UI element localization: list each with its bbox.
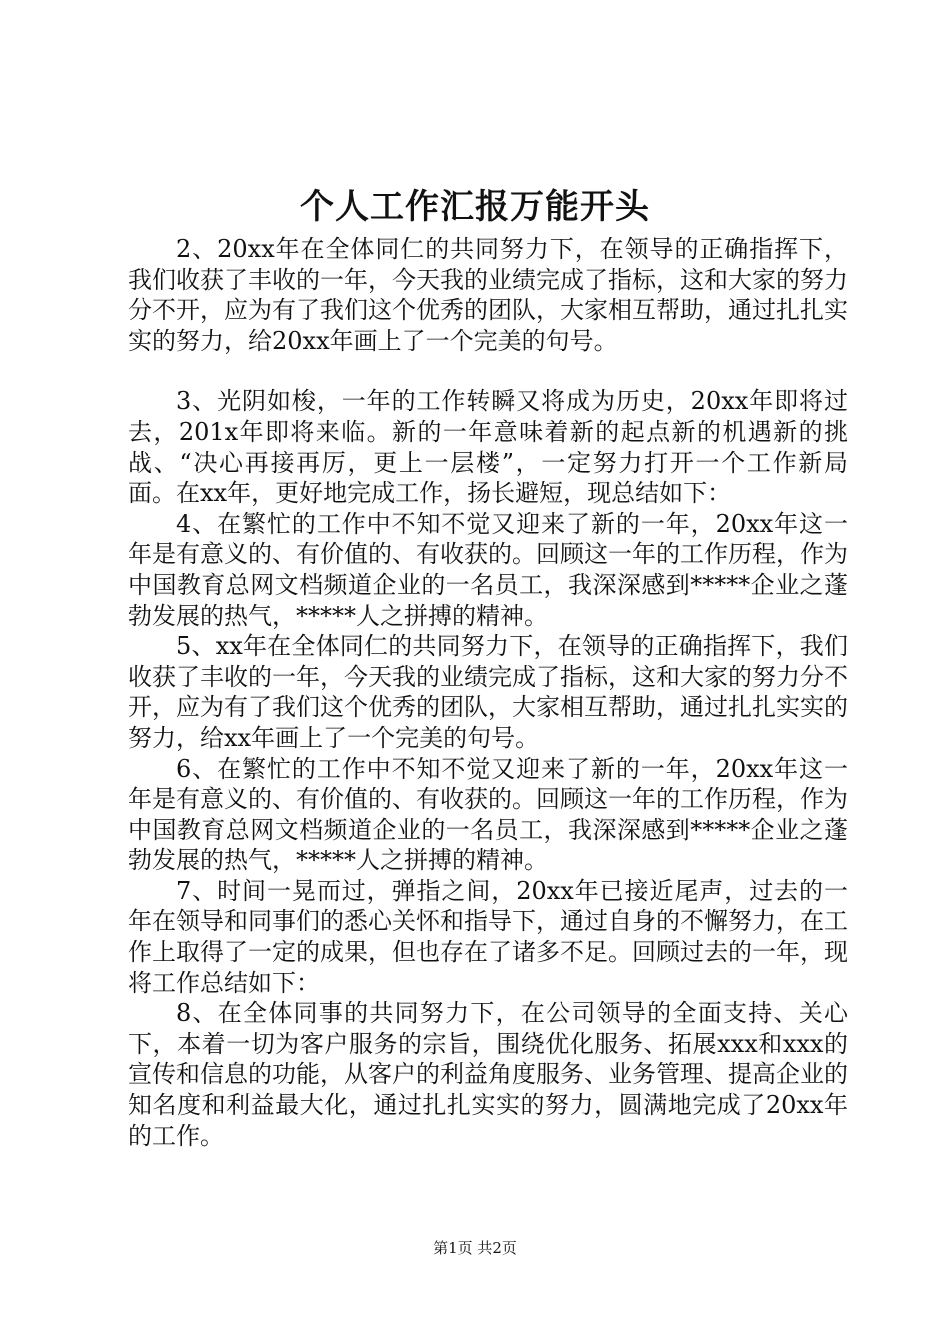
page-number-footer: 第1页 共2页 [433, 1239, 517, 1257]
document-body [128, 234, 848, 1151]
paragraph-7: 7、时间一晃而过，弹指之间，20xx年已接近尾声，过去的一年在领导和同事们的悉心关怀和指导下，通过自身的不懈努力，在工作上取得了一定的成果，但也存在了诸多不足。回顾过去的一年，现将工作总结如下： [128, 876, 848, 997]
paragraph-2: 2、20xx年在全体同仁的共同努力下，在领导的正确指挥下，我们收获了丰收的一年，今天我的业绩完成了指标，这和大家的努力分不开，应为有了我们这个优秀的团队，大家相互帮助，通过扎扎实实的努力，给20xx年画上了一个完美的句号。 [128, 235, 848, 355]
paragraph-6: 6、在繁忙的工作中不知不觉又迎来了新的一年，20xx年这一年是有意义的、有价值的、有收获的。回顾这一年的工作历程，作为中国教育总网文档频道企业的一名员工，我深深感到*****企业之蓬勃发展的热气，*****人之拼搏的精神。 [128, 754, 848, 875]
paragraph-5: 5、xx年在全体同仁的共同努力下，在领导的正确指挥下，我们收获了丰收的一年，今天我的业绩完成了指标，这和大家的努力分不开，应为有了我们这个优秀的团队，大家相互帮助，通过扎扎实实的努力，给xx年画上了一个完美的句号。 [128, 632, 848, 752]
paragraph-4: 4、在繁忙的工作中不知不觉又迎来了新的一年，20xx年这一年是有意义的、有价值的、有收获的。回顾这一年的工作历程，作为中国教育总网文档频道企业的一名员工，我深深感到*****企业之蓬勃发展的热气，*****人之拼搏的精神。 [128, 509, 848, 630]
paragraph-3: 3、光阴如梭，一年的工作转瞬又将成为历史，20xx年即将过去，201x年即将来临。新的一年意味着新的起点新的机遇新的挑战、“决心再接再厉，更上一层楼”，一定努力打开一个工作新局面。在xx年，更好地完成工作，扬长避短，现总结如下： [128, 387, 848, 508]
paragraph-8: 8、在全体同事的共同努力下，在公司领导的全面支持、关心下，本着一切为客户服务的宗旨，围绕优化服务、拓展xxx和xxx的宣传和信息的功能，从客户的利益角度服务、业务管理、提高企业的知名度和利益最大化，通过扎扎实实的努力，圆满地完成了20xx年的工作。 [128, 999, 848, 1150]
document-title: 个人工作汇报万能开头 [300, 187, 650, 227]
